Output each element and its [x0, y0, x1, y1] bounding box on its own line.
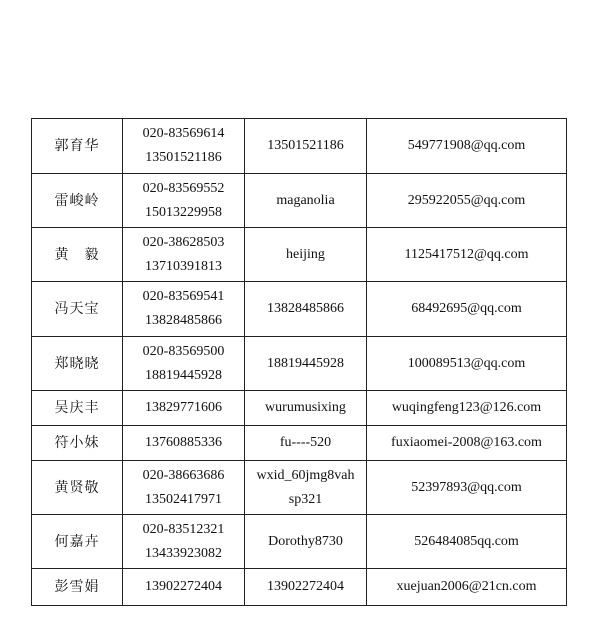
phone-number: 020-83512321 — [142, 521, 225, 537]
wechat-id: 18819445928 — [267, 355, 344, 371]
email-cell: 295922055@qq.com — [367, 174, 567, 228]
phone-cell — [123, 228, 245, 282]
phone-cell — [123, 119, 245, 174]
wechat-cell — [245, 461, 367, 515]
phone-number: 13501521186 — [145, 150, 222, 165]
wechat-id: wxid_60jmg8vah — [256, 467, 355, 483]
name-cell: 彭雪娟 — [32, 569, 123, 606]
name-cell: 黄贤敬 — [32, 461, 123, 515]
email-cell: 526484085qq.com — [367, 515, 567, 569]
name-cell: 雷峻岭 — [32, 174, 123, 228]
table-row — [32, 426, 567, 461]
wechat-id: maganolia — [276, 192, 335, 208]
phone-number: 020-38663686 — [142, 467, 225, 483]
phone-number: 13502417971 — [145, 491, 222, 507]
phone-number: 13829771606 — [145, 400, 222, 415]
email-cell: wuqingfeng123@126.com — [367, 391, 567, 426]
email-cell: 1125417512@qq.com — [367, 228, 567, 282]
wechat-cell — [245, 174, 367, 228]
wechat-cell — [245, 119, 367, 174]
wechat-id: wurumusixing — [265, 400, 346, 415]
wechat-id: 13902272404 — [267, 579, 344, 594]
phone-cell — [123, 282, 245, 337]
name-cell: 郭育华 — [32, 119, 123, 174]
wechat-cell — [245, 515, 367, 569]
wechat-cell — [245, 228, 367, 282]
contact-table — [31, 118, 567, 606]
name-cell: 吴庆丰 — [32, 391, 123, 426]
phone-number: 13902272404 — [145, 579, 222, 594]
table-row — [32, 461, 567, 515]
phone-number: 15013229958 — [145, 204, 222, 220]
phone-number: 18819445928 — [145, 367, 222, 383]
email-cell: 68492695@qq.com — [367, 282, 567, 337]
wechat-id: 13501521186 — [267, 138, 344, 153]
table-body — [32, 119, 567, 606]
email-cell: 549771908@qq.com — [367, 119, 567, 174]
name-cell: 冯天宝 — [32, 282, 123, 337]
email-cell: 52397893@qq.com — [367, 461, 567, 515]
wechat-id: fu----520 — [279, 435, 332, 450]
name-cell: 何嘉卉 — [32, 515, 123, 569]
phone-number: 13760885336 — [145, 435, 222, 450]
phone-cell — [123, 391, 245, 426]
wechat-cell — [245, 391, 367, 426]
wechat-cell — [245, 282, 367, 337]
wechat-id: heijing — [286, 246, 325, 262]
name-cell: 郑晓晓 — [32, 337, 123, 391]
email-cell: xuejuan2006@21cn.com — [367, 569, 567, 606]
table-row — [32, 174, 567, 228]
phone-cell — [123, 461, 245, 515]
phone-cell — [123, 337, 245, 391]
phone-number: 13710391813 — [145, 258, 222, 274]
wechat-cell — [245, 337, 367, 391]
phone-cell — [123, 569, 245, 606]
wechat-id: sp321 — [288, 491, 323, 507]
phone-cell — [123, 426, 245, 461]
phone-number: 020-83569500 — [142, 343, 225, 359]
table-row — [32, 337, 567, 391]
table-row — [32, 391, 567, 426]
email-cell: fuxiaomei-2008@163.com — [367, 426, 567, 461]
phone-number: 13433923082 — [145, 545, 222, 561]
phone-number: 020-83569552 — [142, 180, 225, 196]
wechat-id: 13828485866 — [267, 301, 344, 316]
email-cell: 100089513@qq.com — [367, 337, 567, 391]
name-cell: 黄 毅 — [32, 228, 123, 282]
phone-number: 020-38628503 — [142, 234, 225, 250]
phone-cell — [123, 174, 245, 228]
phone-number: 13828485866 — [145, 313, 222, 328]
wechat-cell — [245, 426, 367, 461]
table-row — [32, 569, 567, 606]
table-row — [32, 282, 567, 337]
phone-cell — [123, 515, 245, 569]
phone-number: 020-83569614 — [142, 126, 225, 141]
name-cell: 符小妹 — [32, 426, 123, 461]
table-row — [32, 515, 567, 569]
wechat-id: Dorothy8730 — [268, 533, 343, 549]
wechat-cell — [245, 569, 367, 606]
table-row — [32, 228, 567, 282]
phone-number: 020-83569541 — [142, 289, 225, 304]
table-row — [32, 119, 567, 174]
